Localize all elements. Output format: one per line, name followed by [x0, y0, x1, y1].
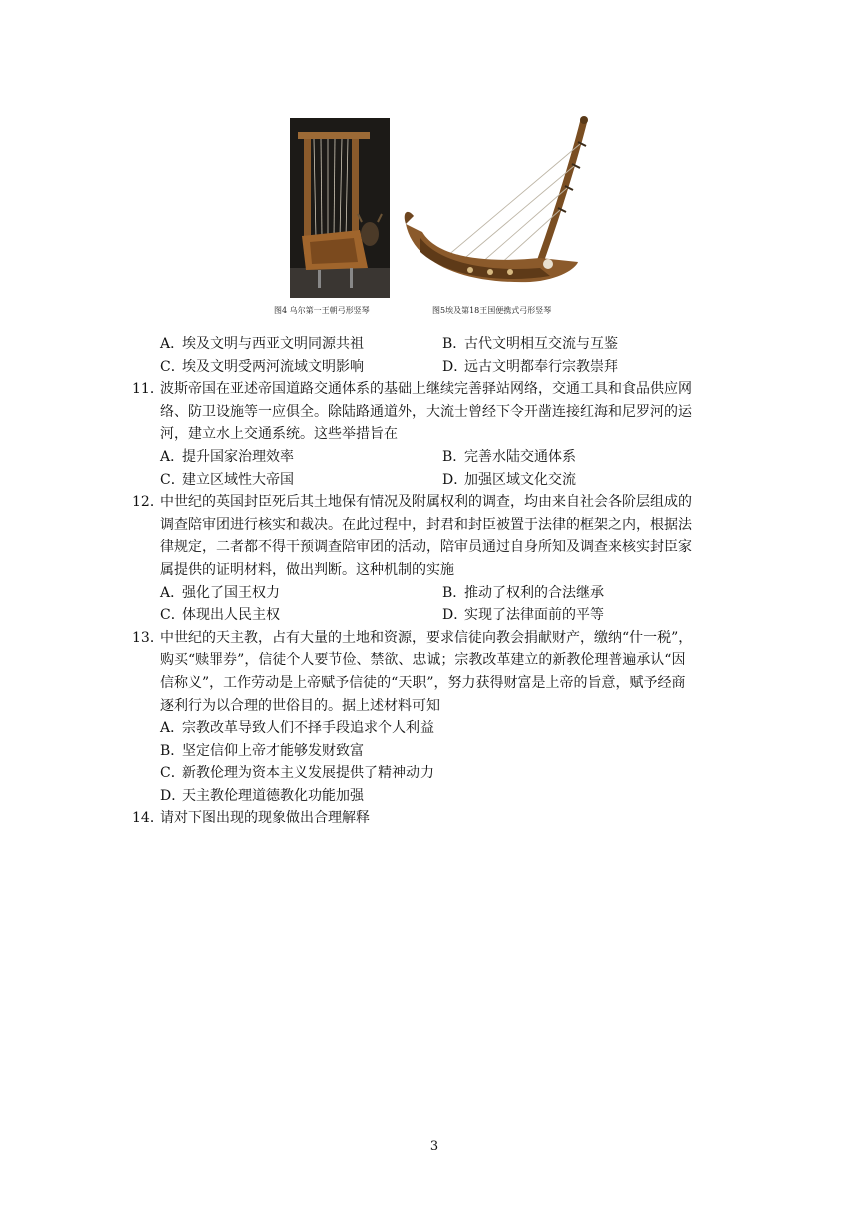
question-line: 络、防卫设施等一应俱全。除陆路通道外，大流士曾经下令开凿连接红海和尼罗河的运: [160, 403, 692, 420]
q13-option-a: A．宗教改革导致人们不择手段追求个人利益: [160, 720, 434, 737]
q11-options-row-1: [132, 446, 732, 469]
q11-option-a: A．提升国家治理效率: [160, 448, 294, 465]
q12-option-c: C．体现出人民主权: [160, 607, 280, 624]
q13-option-b: B．坚定信仰上帝才能够发财致富: [160, 742, 364, 759]
question-number: 13．: [132, 629, 164, 646]
question-number: 12．: [132, 494, 164, 511]
q11-option-c: C．建立区域性大帝国: [160, 471, 294, 488]
question-line: 请对下图出现的现象做出合理解释: [160, 810, 370, 827]
q12-option-b: B．推动了权利的合法继承: [442, 584, 604, 601]
question-line: 中世纪的英国封臣死后其土地保有情况及附属权利的调查，均由来自社会各阶层组成的: [160, 494, 692, 511]
question-line: 信称义”，工作劳动是上帝赋予信徒的“天职”，努力获得财富是上帝的旨意，赋予经商: [160, 674, 686, 691]
q11-option-d: D．加强区域文化交流: [442, 471, 576, 488]
question-line: 波斯帝国在亚述帝国道路交通体系的基础上继续完善驿站网络，交通工具和食品供应网: [160, 381, 692, 398]
figure-4-caption: 图4 乌尔第一王朝弓形竖琴: [274, 306, 370, 315]
question-11: [132, 378, 732, 446]
question-12: [132, 491, 732, 581]
question-line: 购买“赎罪券”，信徒个人要节俭、禁欲、忠诚；宗教改革建立的新教伦理普遍承认“因: [160, 652, 686, 669]
q10-option-d: D．远古文明都奉行宗教崇拜: [442, 358, 618, 375]
question-line: 逐利行为以合理的世俗目的。据上述材料可知: [160, 697, 440, 714]
q12-options-row-2: [132, 604, 732, 627]
egyptian-harp-photo: [400, 112, 600, 302]
q10-option-a: A．埃及文明与西亚文明同源共祖: [160, 336, 364, 352]
question-13: [132, 627, 732, 717]
q13-option-d: D．天主教伦理道德教化功能加强: [160, 787, 364, 804]
question-line: 河，建立水上交通系统。这些举措旨在: [160, 426, 398, 443]
q10-options-row-2: [132, 356, 732, 379]
page-number: 3: [429, 1139, 439, 1154]
q10-option-b: B．古代文明相互交流与互鉴: [442, 336, 618, 352]
ur-lyre-photo: [290, 118, 390, 298]
question-line: 调查陪审团进行核实和裁决。在此过程中，封君和封臣被置于法律的框架之内，根据法: [160, 516, 692, 533]
q12-options-row-1: [132, 582, 732, 605]
question-number: 11．: [132, 381, 164, 398]
q10-option-c: C．埃及文明受两河流域文明影响: [160, 358, 364, 375]
q10-options-row-1: [132, 333, 732, 356]
question-14: [132, 807, 732, 830]
question-line: 属提供的证明材料，做出判断。这种机制的实施: [160, 561, 454, 578]
question-line: 中世纪的天主教，占有大量的土地和资源，要求信徒向教会捐献财产，缴纳“什一税”，: [160, 629, 693, 646]
q12-option-d: D．实现了法律面前的平等: [442, 607, 604, 624]
question-line: 律规定，二者都不得干预调查陪审团的活动，陪审员通过自身所知及调查来核实封臣家: [160, 539, 692, 556]
figure-5-caption: 图5埃及第18王国便携式弓形竖琴: [432, 306, 552, 315]
question-number: 14．: [132, 810, 164, 827]
questions-content: [132, 333, 732, 830]
q11-option-b: B．完善水陆交通体系: [442, 448, 576, 465]
q13-option-c: C．新教伦理为资本主义发展提供了精神动力: [160, 765, 434, 782]
q12-option-a: A．强化了国王权力: [160, 584, 280, 601]
harp-figures: [270, 112, 600, 322]
q11-options-row-2: [132, 469, 732, 492]
